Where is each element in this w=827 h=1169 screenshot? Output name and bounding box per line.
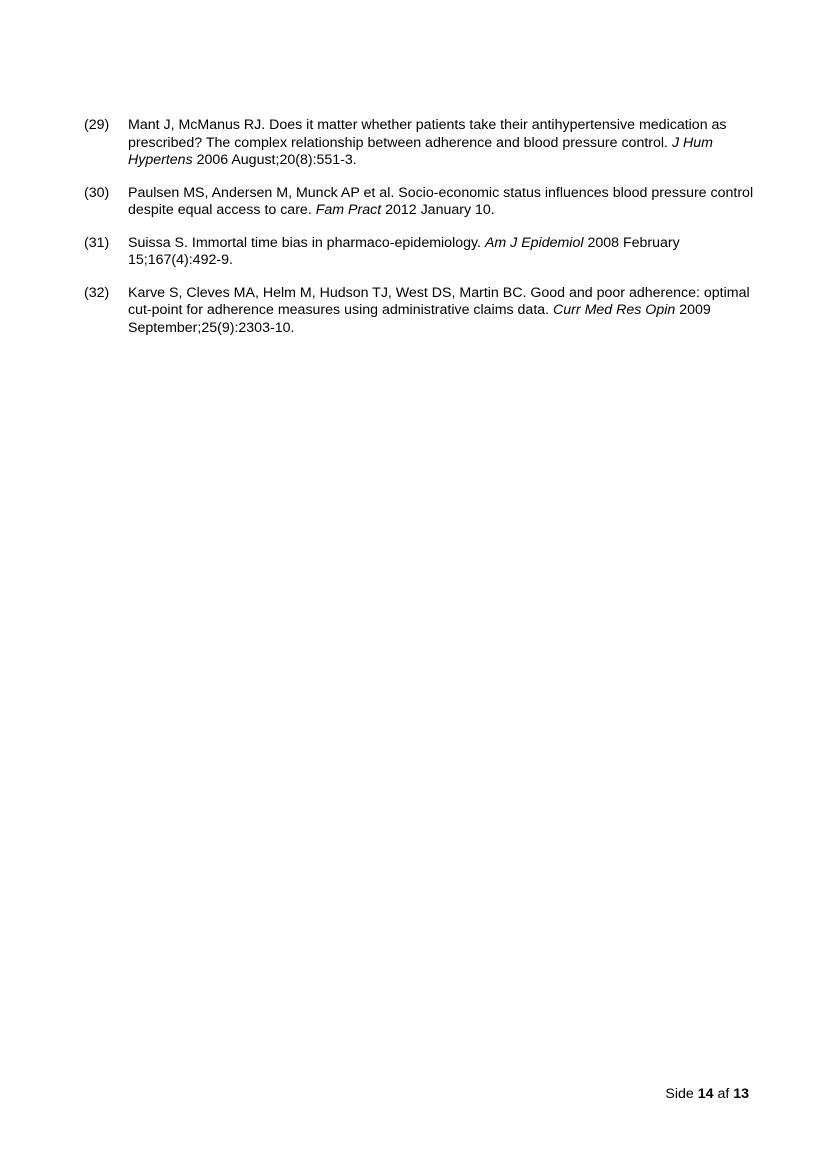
reference-text (128, 117, 764, 170)
footer-of-label: af (713, 1086, 734, 1102)
reference-number: (29) (84, 117, 110, 133)
reference-journal: J Hum Hypertens (128, 134, 713, 168)
reference-number: (32) (84, 284, 110, 301)
footer-current-page: 14 (697, 1086, 714, 1102)
reference-citation: 2012 January 10. (381, 202, 495, 218)
reference-list (84, 117, 764, 352)
reference-citation: 2008 February 15;167(4):492-9. (128, 234, 680, 268)
reference-citation: 2006 August;20(8):551-3. (192, 152, 357, 168)
reference-citation: 2009 September;25(9):2303-10. (128, 302, 711, 336)
reference-number: (31) (84, 234, 110, 251)
page-footer (665, 1086, 749, 1103)
reference-journal: Curr Med Res Opin (553, 302, 676, 318)
reference-authors-title: Mant J, McManus RJ. Does it matter whether patients take their antihypertensive medication as prescribed? The complex relationship between adherence and blood pressure control. (128, 117, 727, 151)
footer-side-label: Side (665, 1086, 698, 1102)
reference-journal: Fam Pract (315, 202, 382, 218)
reference-item (84, 185, 764, 220)
reference-authors-title: Suissa S. Immortal time bias in pharmaco-epidemiology. (128, 234, 485, 251)
reference-item (84, 117, 764, 170)
reference-item (84, 235, 764, 270)
reference-item (84, 285, 764, 338)
reference-text (128, 235, 764, 270)
reference-journal: Am J Epidemiol (484, 234, 584, 251)
footer-total-pages: 13 (733, 1086, 749, 1102)
reference-text (128, 185, 764, 220)
reference-authors-title: Paulsen MS, Andersen M, Munck AP et al. Socio-economic status influences blood pressure control despite equal access to care. (128, 184, 754, 218)
reference-authors-title: Karve S, Cleves MA, Helm M, Hudson TJ, West DS, Martin BC. Good and poor adherence: optimal cut-point for adherence measures using administrative claims data. (128, 284, 750, 318)
reference-number: (30) (84, 184, 110, 201)
reference-text (128, 285, 764, 338)
